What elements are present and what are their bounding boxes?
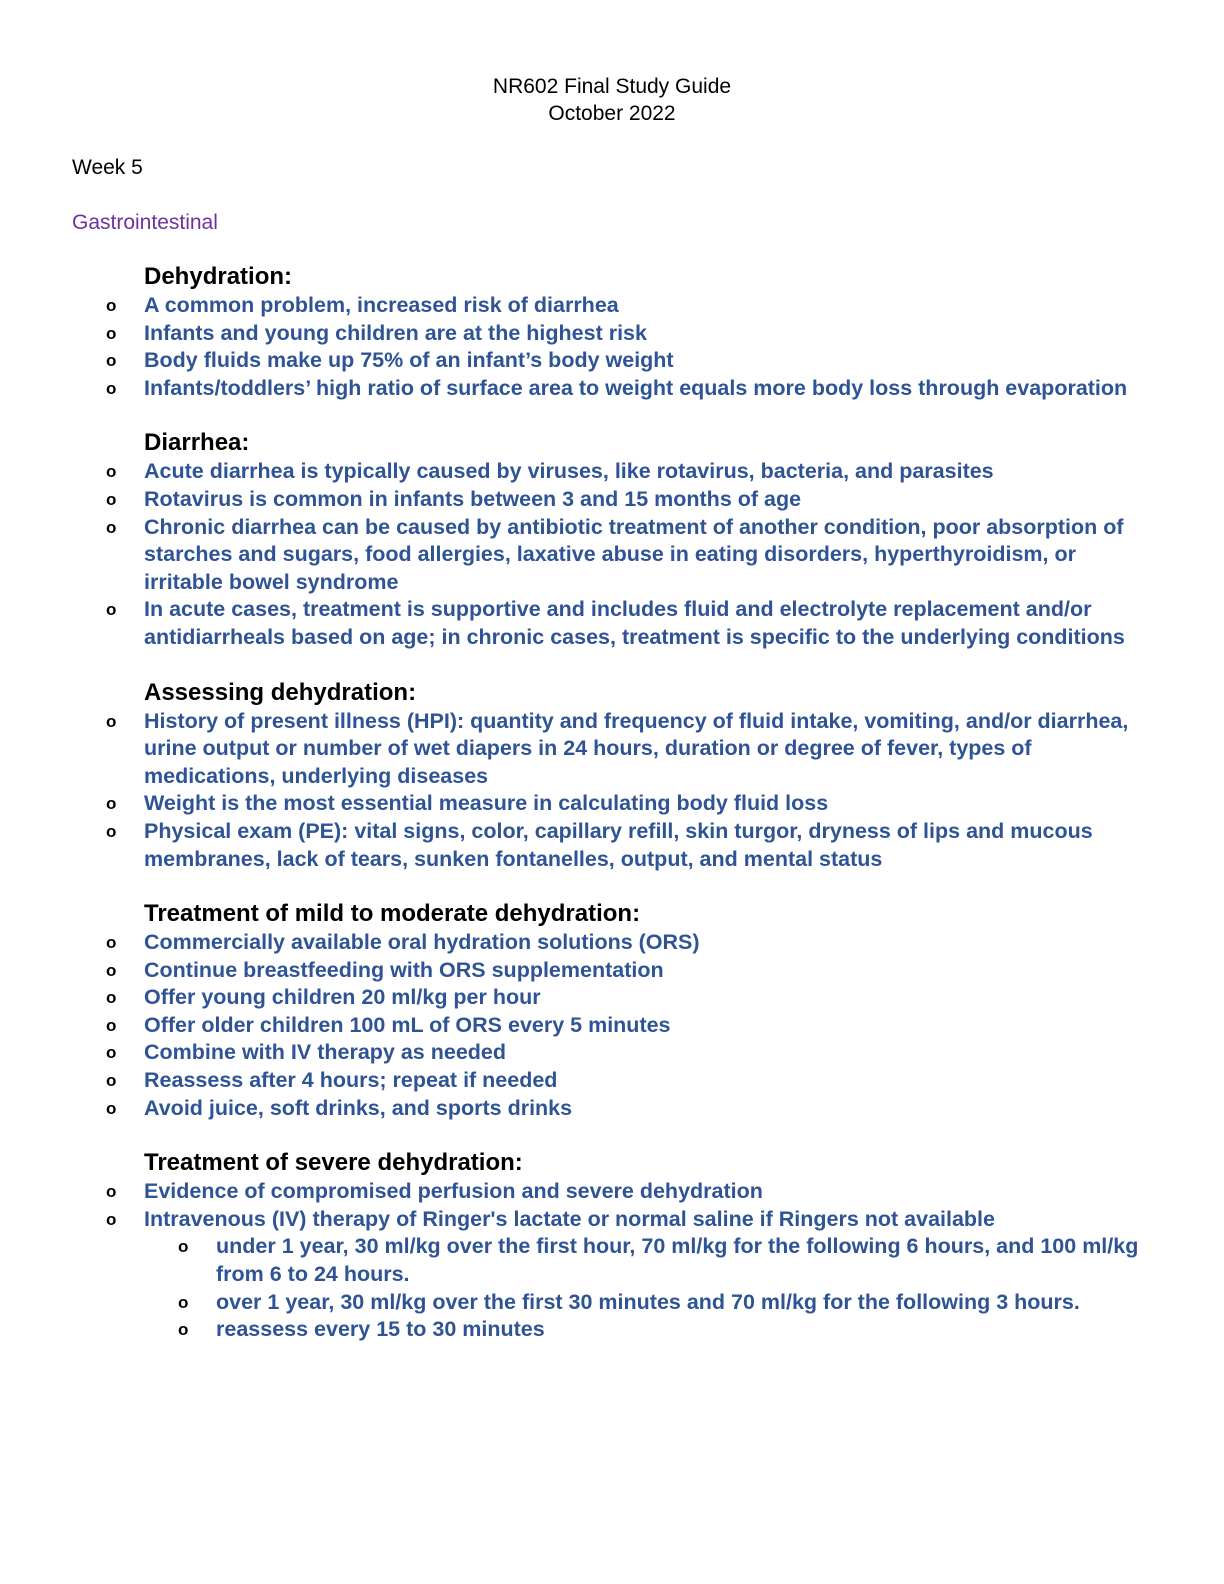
sub-list-item-text: under 1 year, 30 ml/kg over the first hour, 70 ml/kg for the following 6 hours, and 100 ml/kg from 6 to 24 hours.: [216, 1234, 1139, 1287]
bullet-list: [72, 292, 1152, 402]
list-item-text: Avoid juice, soft drinks, and sports drinks: [144, 1095, 573, 1120]
bullet-marker-icon: o: [178, 1237, 189, 1257]
bullet-marker-icon: o: [106, 794, 117, 814]
study-guide-content: [72, 262, 1152, 1370]
list-item: [72, 514, 1152, 597]
list-item-text: Infants/toddlers’ high ratio of surface area to weight equals more body loss through evaporation: [144, 375, 1128, 400]
list-item-text: In acute cases, treatment is supportive and includes fluid and electrolyte replacement and/or antidiarrheals based on age; in chronic cases, treatment is specific to the underlying conditions: [144, 597, 1125, 649]
topic-block: [72, 1148, 1152, 1344]
list-item: [72, 1012, 1152, 1040]
list-item: [72, 375, 1152, 403]
topic-block: [72, 678, 1152, 874]
title-block: [0, 73, 1224, 127]
list-item: [72, 929, 1152, 957]
topic-heading: Treatment of mild to moderate dehydration:: [144, 900, 641, 928]
list-item: [72, 984, 1152, 1012]
list-item-text: Body fluids make up 75% of an infant’s body weight: [144, 348, 674, 373]
topic-heading: Diarrhea:: [144, 429, 250, 457]
sub-bullet-list: [144, 1233, 1152, 1343]
list-item-text: Offer older children 100 mL of ORS every 5 minutes: [144, 1012, 671, 1037]
bullet-marker-icon: o: [106, 296, 117, 315]
topic-heading: Dehydration:: [144, 263, 293, 290]
topic-block: [72, 262, 1152, 402]
bullet-marker-icon: o: [106, 378, 117, 398]
bullet-list: [72, 458, 1152, 651]
bullet-marker-icon: o: [106, 600, 117, 620]
list-item: [72, 320, 1152, 348]
list-item: [72, 1206, 1152, 1344]
topic-block: [72, 899, 1152, 1122]
bullet-list: [72, 929, 1152, 1122]
sub-list-item: [144, 1233, 1152, 1288]
bullet-marker-icon: o: [106, 462, 117, 482]
list-item: [72, 486, 1152, 514]
list-item: [72, 818, 1152, 873]
document-title: NR602 Final Study Guide: [492, 75, 732, 98]
bullet-marker-icon: o: [106, 821, 117, 841]
list-item: [72, 458, 1152, 486]
list-item-text: Commercially available oral hydration solutions (ORS): [144, 930, 700, 955]
list-item: [72, 347, 1152, 375]
list-item: [72, 292, 1152, 320]
list-item-text: Physical exam (PE): vital signs, color, capillary refill, skin turgor, dryness of lips and mucous membranes, lack of tears, sunken fontanelles, output, and mental status: [144, 818, 1093, 871]
list-item-text: Infants and young children are at the highest risk: [144, 320, 647, 345]
bullet-marker-icon: o: [106, 988, 117, 1008]
bullet-marker-icon: o: [106, 323, 117, 343]
list-item-text: A common problem, increased risk of diarrhea: [144, 293, 619, 317]
bullet-marker-icon: o: [106, 517, 117, 537]
bullet-marker-icon: o: [106, 1043, 117, 1063]
list-item-text: Acute diarrhea is typically caused by viruses, like rotavirus, bacteria, and parasites: [144, 459, 994, 484]
bullet-marker-icon: o: [106, 1015, 117, 1035]
document-date: October 2022: [548, 102, 676, 125]
list-item-text: Rotavirus is common in infants between 3 and 15 months of age: [144, 486, 802, 511]
sub-list-item: [144, 1316, 1152, 1344]
list-item-text: Combine with IV therapy as needed: [144, 1040, 506, 1065]
sub-list-item-text: reassess every 15 to 30 minutes: [216, 1317, 545, 1342]
list-item-text: Evidence of compromised perfusion and severe dehydration: [144, 1179, 763, 1204]
bullet-marker-icon: o: [106, 1098, 117, 1118]
sub-list-item-text: over 1 year, 30 ml/kg over the first 30 minutes and 70 ml/kg for the following 3 hours.: [216, 1289, 1080, 1314]
list-item: [72, 1095, 1152, 1123]
list-item: [72, 708, 1152, 791]
list-item: [72, 790, 1152, 818]
list-item: [72, 1178, 1152, 1206]
section-title: Gastrointestinal: [72, 211, 218, 234]
list-item: [72, 596, 1152, 651]
list-item-text: Reassess after 4 hours; repeat if needed: [144, 1068, 558, 1093]
bullet-marker-icon: o: [106, 960, 117, 980]
list-item-text: Weight is the most essential measure in calculating body fluid loss: [144, 791, 829, 816]
list-item-text: Offer young children 20 ml/kg per hour: [144, 985, 541, 1010]
topic-heading: Treatment of severe dehydration:: [144, 1149, 523, 1177]
bullet-marker-icon: o: [106, 933, 117, 953]
list-item-text: Continue breastfeeding with ORS supplementation: [144, 957, 664, 982]
list-item: [72, 1067, 1152, 1095]
list-item: [72, 1039, 1152, 1067]
bullet-marker-icon: o: [106, 489, 117, 509]
bullet-marker-icon: o: [106, 1071, 117, 1091]
bullet-list: [72, 1178, 1152, 1344]
topic-block: [72, 428, 1152, 651]
list-item-text: History of present illness (HPI): quantity and frequency of fluid intake, vomiting, and/or diarrhea, urine output or number of wet diapers in 24 hours, duration or degree of fever, types of medications, underlying diseases: [144, 708, 1129, 788]
bullet-marker-icon: o: [106, 351, 117, 371]
bullet-marker-icon: o: [178, 1292, 189, 1312]
bullet-marker-icon: o: [106, 1182, 117, 1202]
sub-list-item: [144, 1289, 1152, 1317]
bullet-marker-icon: o: [178, 1320, 189, 1340]
bullet-list: [72, 708, 1152, 874]
list-item-text: Intravenous (IV) therapy of Ringer's lactate or normal saline if Ringers not available: [144, 1206, 995, 1231]
list-item: [72, 957, 1152, 985]
topic-heading: Assessing dehydration:: [144, 678, 417, 706]
bullet-marker-icon: o: [106, 711, 117, 731]
list-item-text: Chronic diarrhea can be caused by antibiotic treatment of another condition, poor absorption of starches and sugars, food allergies, laxative abuse in eating disorders, hyperthyroidism, or irritable bowel syndrome: [144, 514, 1124, 594]
bullet-marker-icon: o: [106, 1209, 117, 1229]
week-label: Week 5: [72, 156, 143, 179]
